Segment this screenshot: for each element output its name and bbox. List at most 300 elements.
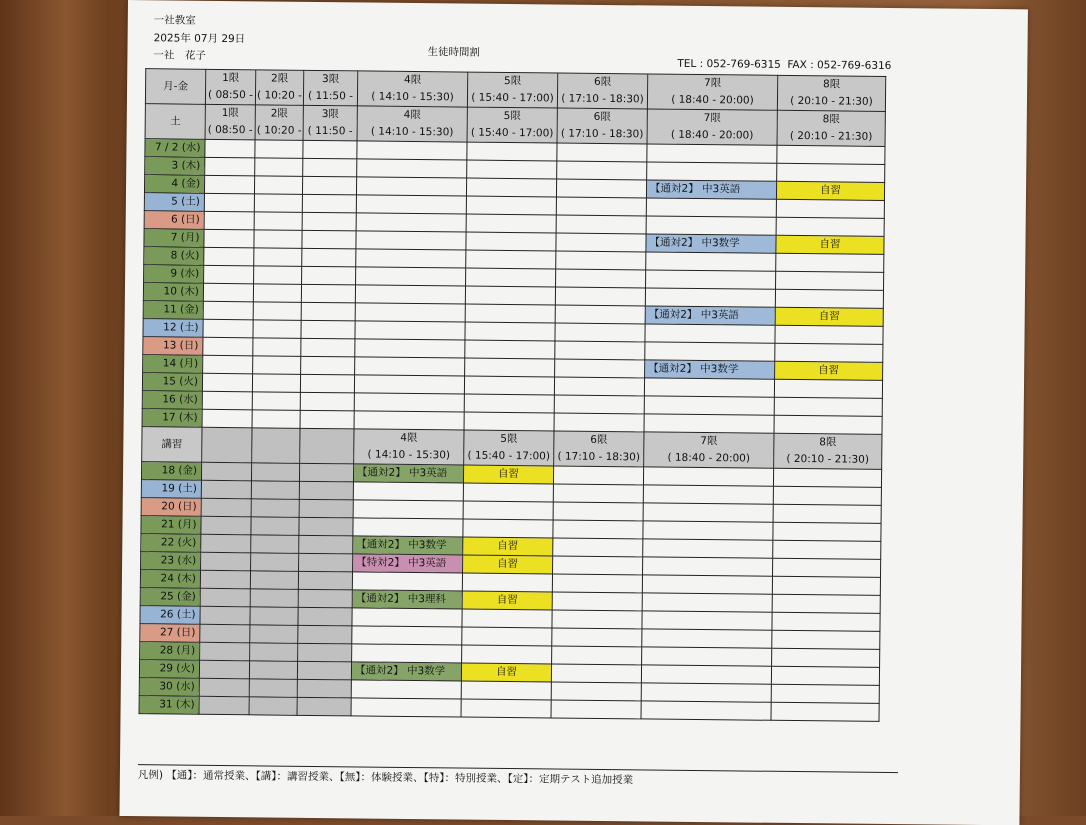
lesson-cell <box>200 642 250 661</box>
document-title: 生徒時間割 <box>427 46 481 59</box>
lesson-cell <box>249 679 297 698</box>
lesson-cell <box>645 342 775 361</box>
lesson-cell <box>254 194 302 213</box>
period-header <box>774 433 882 469</box>
period-time: ( 14:10 - 15:30) <box>370 125 454 139</box>
lesson-cell <box>462 609 552 628</box>
lesson-cell <box>643 503 773 522</box>
date-cell: 5 (土) <box>144 193 204 212</box>
lesson-cell <box>297 697 351 716</box>
date-cell: 29 (火) <box>139 660 199 679</box>
period-header <box>777 110 885 146</box>
lesson-cell <box>254 230 302 249</box>
lesson-cell <box>646 270 776 289</box>
period-header <box>647 74 777 110</box>
lesson-cell <box>646 252 776 271</box>
lesson-cell <box>203 355 253 374</box>
lesson-cell <box>556 215 646 234</box>
period-name: 8限 <box>822 113 840 126</box>
lesson-cell <box>352 644 462 663</box>
lesson-cell <box>205 157 255 176</box>
lesson-entry-cell: 【特対2】 中3英語 <box>353 554 463 573</box>
lesson-cell <box>461 699 551 718</box>
lesson-cell <box>354 393 464 412</box>
lesson-cell <box>772 648 880 667</box>
lesson-cell <box>554 413 644 432</box>
period-name: 5限 <box>503 109 521 123</box>
unused-period-cell <box>252 428 300 464</box>
date-cell: 15 (火) <box>142 373 202 392</box>
lesson-cell <box>777 145 885 164</box>
lesson-cell <box>201 552 251 571</box>
lesson-cell <box>202 409 252 428</box>
lesson-cell <box>555 287 645 306</box>
period-header <box>777 75 885 111</box>
lesson-cell <box>552 574 642 593</box>
lesson-cell <box>357 141 467 160</box>
lesson-cell <box>641 701 771 720</box>
lesson-cell <box>252 410 300 429</box>
date-cell: 17 (木) <box>142 409 202 428</box>
lesson-cell <box>643 521 773 540</box>
period-header <box>467 107 557 143</box>
lesson-cell <box>465 358 555 377</box>
lesson-cell <box>298 571 352 590</box>
lesson-cell <box>298 589 352 608</box>
period-header <box>303 70 357 106</box>
lesson-cell <box>301 356 355 375</box>
lesson-cell <box>463 519 553 538</box>
lesson-cell <box>253 284 301 303</box>
lesson-cell <box>773 522 881 541</box>
period-time: ( 17:10 - 18:30) <box>560 127 644 141</box>
lesson-cell <box>644 414 774 433</box>
legend: 凡例) 【通】：通常授業、【講】：講習授業、【無】：体験授業、【特】：特別授業、【定】：定期テスト追加授業 <box>138 764 898 790</box>
lesson-cell <box>353 500 463 519</box>
period-time: ( 11:50 - <box>308 89 353 103</box>
lesson-cell <box>642 593 772 612</box>
lesson-cell <box>464 394 554 413</box>
lesson-cell <box>552 592 642 611</box>
period-time: ( 20:10 - 21:30) <box>789 129 873 143</box>
tel-number: TEL : 052-769-6315 <box>677 57 781 71</box>
lesson-cell <box>553 466 643 485</box>
period-name: 7限 <box>703 112 721 125</box>
period-header <box>255 105 303 141</box>
lesson-cell <box>644 396 774 415</box>
lesson-cell <box>300 410 354 429</box>
lesson-cell <box>200 570 250 589</box>
lesson-cell <box>299 481 353 500</box>
date-cell: 28 (月) <box>140 642 200 661</box>
row-type-label: 講習 <box>142 427 202 463</box>
lesson-cell <box>297 679 351 698</box>
lesson-cell <box>557 143 647 162</box>
lesson-cell <box>200 624 250 643</box>
lesson-cell <box>204 229 254 248</box>
date-cell: 21 (月) <box>141 516 201 535</box>
period-name: 3限 <box>321 108 339 121</box>
lesson-cell <box>250 571 298 590</box>
lesson-cell <box>204 193 254 212</box>
lesson-cell <box>298 607 352 626</box>
self-study-cell: 自習 <box>461 663 551 682</box>
period-name: 3限 <box>322 73 340 86</box>
lesson-cell <box>774 397 882 416</box>
date-cell: 11 (金) <box>143 301 203 320</box>
date-cell: 24 (木) <box>140 570 200 589</box>
lesson-cell <box>645 324 775 343</box>
lesson-entry-cell: 【通対2】 中3英語 <box>646 180 776 199</box>
lesson-cell <box>642 629 772 648</box>
self-study-cell: 自習 <box>463 555 553 574</box>
lesson-cell <box>201 498 251 517</box>
lesson-cell <box>771 702 879 721</box>
lesson-cell <box>647 162 777 181</box>
lesson-cell <box>643 485 773 504</box>
period-header <box>557 73 647 109</box>
lesson-cell <box>551 682 641 701</box>
lesson-cell <box>201 516 251 535</box>
self-study-cell: 自習 <box>776 181 884 200</box>
lesson-cell <box>205 139 255 158</box>
period-header <box>467 72 557 108</box>
lesson-cell <box>554 395 644 414</box>
date-cell: 19 (土) <box>141 480 201 499</box>
lesson-cell <box>254 176 302 195</box>
lesson-cell <box>773 486 881 505</box>
lesson-cell <box>467 142 557 161</box>
lesson-cell <box>462 645 552 664</box>
lesson-cell <box>643 557 773 576</box>
lesson-cell <box>299 535 353 554</box>
date-cell: 30 (水) <box>139 678 199 697</box>
lesson-cell <box>557 161 647 180</box>
date-cell: 9 (水) <box>144 265 204 284</box>
lesson-cell <box>556 233 646 252</box>
lesson-cell <box>773 504 881 523</box>
lesson-cell <box>776 199 884 218</box>
lesson-cell <box>645 288 775 307</box>
lesson-cell <box>298 643 352 662</box>
lesson-cell <box>556 269 646 288</box>
lesson-cell <box>771 666 879 685</box>
period-time: ( 10:20 - <box>257 89 302 102</box>
lesson-cell <box>775 289 883 308</box>
lesson-cell <box>466 178 556 197</box>
period-name: 2限 <box>271 72 289 85</box>
lesson-cell <box>556 179 646 198</box>
lesson-cell <box>466 250 556 269</box>
lesson-cell <box>301 338 355 357</box>
period-name: 7限 <box>704 77 722 90</box>
lesson-cell <box>299 517 353 536</box>
period-time: ( 17:10 - 18:30) <box>557 450 641 464</box>
lesson-cell <box>357 159 467 178</box>
period-name: 6限 <box>593 110 611 124</box>
period-header <box>255 70 303 106</box>
period-header <box>357 106 467 142</box>
lesson-cell <box>251 553 299 572</box>
fax-number: FAX : 052-769-6316 <box>787 58 892 72</box>
period-time: ( 18:40 - 20:00) <box>667 451 751 465</box>
lesson-cell <box>641 665 771 684</box>
lesson-cell <box>251 499 299 518</box>
date-cell: 3 (木) <box>145 157 205 176</box>
period-header <box>554 431 644 467</box>
lesson-cell <box>201 534 251 553</box>
date-cell: 23 (水) <box>141 552 201 571</box>
lesson-cell <box>552 628 642 647</box>
period-time: ( 10:20 - <box>256 124 302 137</box>
lesson-cell <box>553 484 643 503</box>
lesson-cell <box>300 392 354 411</box>
lesson-cell <box>461 681 551 700</box>
lesson-cell <box>776 271 884 290</box>
lesson-cell <box>250 589 298 608</box>
lesson-cell <box>356 213 466 232</box>
row-type-label: 土 <box>145 104 205 140</box>
lesson-cell <box>204 247 254 266</box>
lesson-cell <box>252 392 300 411</box>
timetable <box>139 68 887 722</box>
lesson-cell <box>250 643 298 662</box>
lesson-cell <box>552 646 642 665</box>
period-name: 6限 <box>590 433 608 447</box>
lesson-cell <box>644 378 774 397</box>
self-study-cell: 自習 <box>462 591 552 610</box>
lesson-cell <box>355 339 465 358</box>
lesson-cell <box>199 660 249 679</box>
lesson-entry-cell: 【通対2】 中3数学 <box>351 662 461 681</box>
lesson-cell <box>642 647 772 666</box>
period-time: ( 20:10 - 21:30) <box>786 452 870 466</box>
date-cell: 7 (月) <box>144 229 204 248</box>
period-header <box>205 104 255 140</box>
lesson-cell <box>643 539 773 558</box>
period-name: 4限 <box>400 431 418 445</box>
lesson-cell <box>299 463 353 482</box>
period-name: 1限 <box>222 71 240 85</box>
lesson-cell <box>250 607 298 626</box>
lesson-cell <box>466 214 556 233</box>
date-cell: 25 (金) <box>140 588 200 607</box>
unused-period-cell <box>202 427 252 463</box>
date-cell: 16 (水) <box>142 391 202 410</box>
lesson-cell <box>352 626 462 645</box>
lesson-cell <box>302 212 356 231</box>
period-header <box>464 430 554 466</box>
period-time: ( 08:50 - <box>208 88 253 102</box>
lesson-cell <box>254 212 302 231</box>
lesson-cell <box>465 286 555 305</box>
lesson-cell <box>252 374 300 393</box>
lesson-entry-cell: 【通対2】 中3理科 <box>352 590 462 609</box>
lesson-cell <box>555 305 645 324</box>
lesson-cell <box>253 338 301 357</box>
lesson-cell <box>466 196 556 215</box>
lesson-cell <box>772 576 880 595</box>
date-cell: 27 (日) <box>140 624 200 643</box>
lesson-cell <box>303 140 357 159</box>
lesson-cell <box>299 553 353 572</box>
lesson-cell <box>772 630 880 649</box>
lesson-cell <box>253 302 301 321</box>
lesson-entry-cell: 【通対2】 中3数学 <box>353 536 463 555</box>
lesson-cell <box>641 683 771 702</box>
lesson-cell <box>301 284 355 303</box>
school-name: 一社教室 <box>153 14 196 27</box>
lesson-cell <box>204 211 254 230</box>
lesson-cell <box>351 680 461 699</box>
date-cell: 8 (火) <box>144 247 204 266</box>
lesson-cell <box>462 627 552 646</box>
lesson-cell <box>253 356 301 375</box>
period-time: ( 14:10 - 15:30) <box>371 90 454 104</box>
lesson-cell <box>200 588 250 607</box>
lesson-entry-cell: 【通対2】 中3数学 <box>646 234 776 253</box>
lesson-cell <box>352 572 462 591</box>
date-cell: 4 (金) <box>144 175 204 194</box>
lesson-cell <box>642 575 772 594</box>
date-cell: 12 (土) <box>143 319 203 338</box>
lesson-cell <box>776 253 884 272</box>
lesson-cell <box>465 322 555 341</box>
lesson-cell <box>301 320 355 339</box>
lesson-cell <box>352 608 462 627</box>
period-time: ( 15:40 - 17:00) <box>471 91 554 105</box>
lesson-cell <box>199 696 249 715</box>
lesson-cell <box>464 376 554 395</box>
lesson-cell <box>199 678 249 697</box>
lesson-cell <box>647 144 777 163</box>
lesson-cell <box>249 697 297 716</box>
period-header <box>354 429 464 465</box>
lesson-cell <box>353 482 463 501</box>
lesson-entry-cell: 【通対2】 中3数学 <box>645 360 775 379</box>
lesson-cell <box>642 611 772 630</box>
lesson-cell <box>556 251 646 270</box>
lesson-cell <box>355 285 465 304</box>
date-cell: 31 (木) <box>139 696 199 715</box>
lesson-cell <box>251 481 299 500</box>
period-header <box>557 108 647 144</box>
lesson-cell <box>467 160 557 179</box>
lesson-cell <box>351 698 461 717</box>
period-name: 5限 <box>500 432 518 446</box>
period-name: 6限 <box>594 75 612 89</box>
student-name: 一社 花子 <box>153 49 206 62</box>
lesson-cell <box>551 700 641 719</box>
date-cell: 14 (月) <box>143 355 203 374</box>
lesson-cell <box>466 268 556 287</box>
lesson-cell <box>552 610 642 629</box>
self-study-cell: 自習 <box>775 361 883 380</box>
lesson-cell <box>354 411 464 430</box>
lesson-entry-cell: 【通対2】 中3英語 <box>645 306 775 325</box>
date-cell: 6 (日) <box>144 211 204 230</box>
date-cell: 20 (日) <box>141 498 201 517</box>
lesson-cell <box>298 625 352 644</box>
lesson-cell <box>554 377 644 396</box>
lesson-cell <box>463 483 553 502</box>
period-name: 4限 <box>404 73 422 87</box>
lesson-cell <box>775 325 883 344</box>
lesson-cell <box>302 194 356 213</box>
lesson-cell <box>355 321 465 340</box>
lesson-cell <box>551 664 641 683</box>
lesson-cell <box>254 266 302 285</box>
lesson-cell <box>299 499 353 518</box>
date-cell: 7 / 2 (水) <box>145 139 205 158</box>
lesson-cell <box>553 502 643 521</box>
lesson-cell <box>255 140 303 159</box>
period-time: ( 18:40 - 20:00) <box>670 128 754 142</box>
lesson-cell <box>464 412 554 431</box>
period-time: ( 15:40 - 17:00) <box>470 126 554 140</box>
lesson-cell <box>555 341 645 360</box>
lesson-cell <box>302 248 356 267</box>
lesson-cell <box>254 248 302 267</box>
period-time: ( 14:10 - 15:30) <box>367 448 451 462</box>
period-name: 7限 <box>700 435 718 448</box>
period-time: ( 08:50 - <box>207 123 253 137</box>
date-cell: 13 (日) <box>143 337 203 356</box>
lesson-cell <box>776 217 884 236</box>
date-cell: 18 (金) <box>141 462 201 481</box>
lesson-cell <box>302 266 356 285</box>
period-time: ( 11:50 - <box>307 124 353 138</box>
lesson-cell <box>556 197 646 216</box>
lesson-cell <box>353 518 463 537</box>
lesson-cell <box>356 231 466 250</box>
lesson-cell <box>201 462 251 481</box>
lesson-cell <box>555 359 645 378</box>
lesson-cell <box>251 463 299 482</box>
date-cell: 10 (木) <box>143 283 203 302</box>
unused-period-cell <box>300 428 354 464</box>
lesson-cell <box>462 573 552 592</box>
period-name: 4限 <box>403 108 421 122</box>
lesson-cell <box>646 216 776 235</box>
date-cell: 22 (火) <box>141 534 201 553</box>
timetable-sheet <box>119 0 1027 825</box>
lesson-cell <box>646 198 776 217</box>
period-name: 8限 <box>819 436 837 449</box>
lesson-cell <box>297 661 351 680</box>
lesson-cell <box>463 501 553 520</box>
lesson-cell <box>250 625 298 644</box>
period-time: ( 20:10 - 21:30) <box>790 94 873 108</box>
period-time: ( 15:40 - 17:00) <box>467 449 551 463</box>
lesson-cell <box>356 249 466 268</box>
lesson-cell <box>302 230 356 249</box>
lesson-cell <box>772 594 880 613</box>
row-type-label: 月-金 <box>145 69 205 105</box>
lesson-cell <box>777 163 885 182</box>
lesson-cell <box>203 319 253 338</box>
lesson-cell <box>253 320 301 339</box>
period-name: 5限 <box>504 74 522 88</box>
period-header <box>303 105 357 141</box>
lesson-cell <box>775 343 883 362</box>
issue-date: 2025年 07月 29日 <box>153 32 246 46</box>
period-name: 2限 <box>270 107 288 120</box>
lesson-cell <box>774 415 882 434</box>
lesson-cell <box>354 375 464 394</box>
lesson-cell <box>466 232 556 251</box>
lesson-cell <box>772 612 880 631</box>
